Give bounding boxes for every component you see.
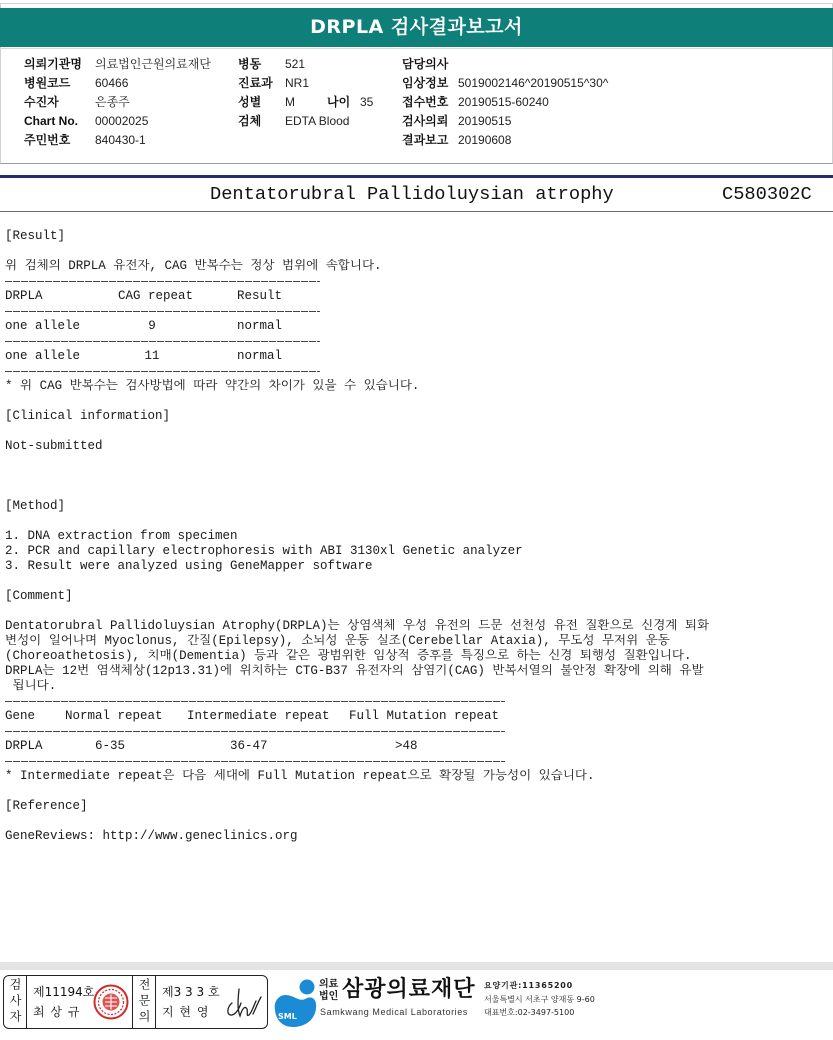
clinical-heading: [Clinical information]	[5, 409, 171, 423]
result-cell: normal	[237, 319, 283, 333]
physician-label: 담당의사	[402, 57, 449, 71]
result-cell: normal	[237, 349, 283, 363]
logo-text: SML	[278, 1012, 297, 1021]
spacer	[5, 514, 828, 529]
table-divider	[5, 304, 320, 319]
comment-note: * Intermediate repeat은 다음 세대에 Full Mutation repeat으로 확장될 가능성이 있습니다.	[5, 769, 595, 783]
accession-no-label: 접수번호	[402, 95, 449, 109]
spacer	[5, 424, 828, 439]
org-prefix-line: 법인	[319, 991, 339, 1002]
org-prefix	[319, 979, 343, 1003]
institution-value: 의료법인근원의료재단	[95, 57, 211, 71]
table-divider	[5, 754, 505, 769]
org-phone: 대표번호:02-3497-5100	[484, 1008, 575, 1017]
hospital-code-label: 병원코드	[24, 76, 71, 90]
table-divider	[5, 724, 505, 739]
ward-value: 521	[285, 57, 306, 71]
cag-repeat-cell: 9	[148, 319, 156, 333]
institution-label: 의뢰기관명	[24, 57, 82, 71]
chart-no-value: 00002025	[95, 114, 149, 128]
table-divider	[5, 334, 320, 349]
comment-line: DRPLA는 12번 염색체상(12p13.31)에 위치하는 CTG-B37 유전자의 삼염기(CAG) 반복서열의 불안정 확장에 의해 유발	[5, 664, 704, 678]
spacer	[5, 574, 828, 589]
intermediate-repeat-cell: 36-47	[230, 739, 268, 753]
department-value: NR1	[285, 76, 310, 90]
request-date-label: 검사의뢰	[402, 114, 449, 128]
comment-line: (Choreoathetosis), 치매(Dementia) 등과 같은 광범위한 임상적 증후를 특징으로 하는 신경 퇴행성 질환입니다.	[5, 649, 692, 663]
result-col-gene: DRPLA	[5, 289, 43, 303]
gene-table-header	[5, 709, 828, 724]
test-code: C580302C	[722, 183, 812, 205]
result-col-cag: CAG repeat	[118, 289, 194, 303]
resident-no-label: 주민번호	[24, 133, 71, 147]
ward-label: 병동	[238, 57, 262, 71]
header-divider	[0, 48, 833, 49]
table-row	[5, 349, 828, 364]
table-divider	[5, 364, 320, 379]
normal-repeat-cell: 6-35	[95, 739, 126, 753]
org-name: 삼광의료재단	[342, 977, 476, 1002]
spacer	[5, 394, 828, 409]
title-underline	[0, 211, 833, 212]
patient-value: 은종주	[95, 95, 130, 109]
report-title: DRPLA 검사결과보고서	[0, 8, 833, 47]
full-mutation-cell: >48	[395, 739, 418, 753]
clinical-info-value: 5019002146^20190515^30^	[458, 76, 609, 90]
resident-no-value: 840430-1	[95, 133, 146, 147]
signature-box	[3, 975, 268, 1029]
examiner-license: 제11194호	[33, 985, 95, 999]
clinical-info-label: 임상정보	[402, 76, 449, 90]
specialist-license: 제3 3 3 호	[162, 985, 220, 999]
sex-value: M	[285, 95, 295, 109]
accession-no-value: 20190515-60240	[458, 95, 549, 109]
spacer	[5, 244, 828, 259]
request-date-value: 20190515	[458, 114, 512, 128]
org-contact	[484, 979, 595, 1020]
test-name: Dentatorubral Pallidoluysian atrophy	[210, 183, 614, 205]
signature-icon	[223, 983, 263, 1021]
department-label: 진료과	[238, 76, 273, 90]
org-english-name: Samkwang Medical Laboratories	[320, 1007, 468, 1017]
table-row	[5, 319, 828, 334]
clinical-text: Not-submitted	[5, 439, 103, 453]
spacer	[5, 814, 828, 829]
report-date-value: 20190608	[458, 133, 512, 147]
hospital-code-value: 60466	[95, 76, 129, 90]
result-heading: [Result]	[5, 229, 66, 243]
report-body	[5, 229, 828, 844]
gene-cell: DRPLA	[5, 739, 43, 753]
full-mutation-col: Full Mutation repeat	[349, 709, 500, 723]
org-address: 서울특별시 서초구 양재동 9-60	[484, 994, 595, 1004]
method-item: 2. PCR and capillary electrophoresis with ABI 3130xl Genetic analyzer	[5, 544, 523, 558]
specimen-value: EDTA Blood	[285, 114, 350, 128]
gene-col: Gene	[5, 709, 36, 723]
comment-line: 됩니다.	[5, 679, 57, 693]
reference-heading: [Reference]	[5, 799, 88, 813]
table-row	[5, 739, 828, 754]
spacer	[5, 784, 828, 799]
result-col-result: Result	[237, 289, 283, 303]
method-item: 3. Result were analyzed using GeneMapper software	[5, 559, 373, 573]
examiner-name: 최 상 규	[33, 1005, 81, 1019]
spacer	[5, 454, 828, 499]
method-item: 1. DNA extraction from specimen	[5, 529, 238, 543]
specialist-name: 지 현 영	[162, 1005, 210, 1019]
intermediate-repeat-col: Intermediate repeat	[187, 709, 330, 723]
spacer	[5, 604, 828, 619]
footer-band	[0, 962, 833, 970]
sex-label: 성별	[238, 95, 262, 109]
table-divider	[5, 694, 505, 709]
chart-no-label: Chart No.	[24, 114, 78, 128]
table-divider	[5, 274, 320, 289]
age-label: 나이	[327, 95, 351, 109]
comment-line: 변성이 일어나며 Myoclonus, 간질(Epilepsy), 소뇌성 운동 실조(Cerebellar Ataxia), 무도성 무저위 운동	[5, 634, 670, 648]
sml-logo-icon	[271, 976, 319, 1028]
allele-cell: one allele	[5, 319, 81, 333]
specialist-role-label: 전문의	[132, 976, 156, 1028]
cag-repeat-cell: 11	[144, 349, 160, 363]
comment-line: Dentatorubral Pallidoluysian Atrophy(DRPLA)는 상염색체 우성 유전의 드문 선천성 유전 질환으로 신경계 퇴화	[5, 619, 710, 633]
report-date-label: 결과보고	[402, 133, 449, 147]
examiner-role-label: 검사자	[4, 976, 27, 1028]
specimen-label: 검체	[238, 114, 262, 128]
age-value: 35	[360, 95, 374, 109]
method-heading: [Method]	[5, 499, 66, 513]
patient-label: 수진자	[24, 95, 59, 109]
reference-text: GeneReviews: http://www.geneclinics.org	[5, 829, 298, 843]
comment-heading: [Comment]	[5, 589, 73, 603]
allele-cell: one allele	[5, 349, 81, 363]
result-table-header	[5, 289, 828, 304]
institution-code: 요양기관:11365200	[484, 981, 574, 990]
seal-stamp-icon	[93, 984, 129, 1020]
normal-repeat-col: Normal repeat	[65, 709, 163, 723]
org-prefix-line: 의료	[319, 979, 339, 990]
result-note: * 위 CAG 반복수는 검사방법에 따라 약간의 차이가 있을 수 있습니다.	[5, 379, 420, 393]
result-summary: 위 검체의 DRPLA 유전자, CAG 반복수는 정상 범위에 속합니다.	[5, 259, 382, 273]
